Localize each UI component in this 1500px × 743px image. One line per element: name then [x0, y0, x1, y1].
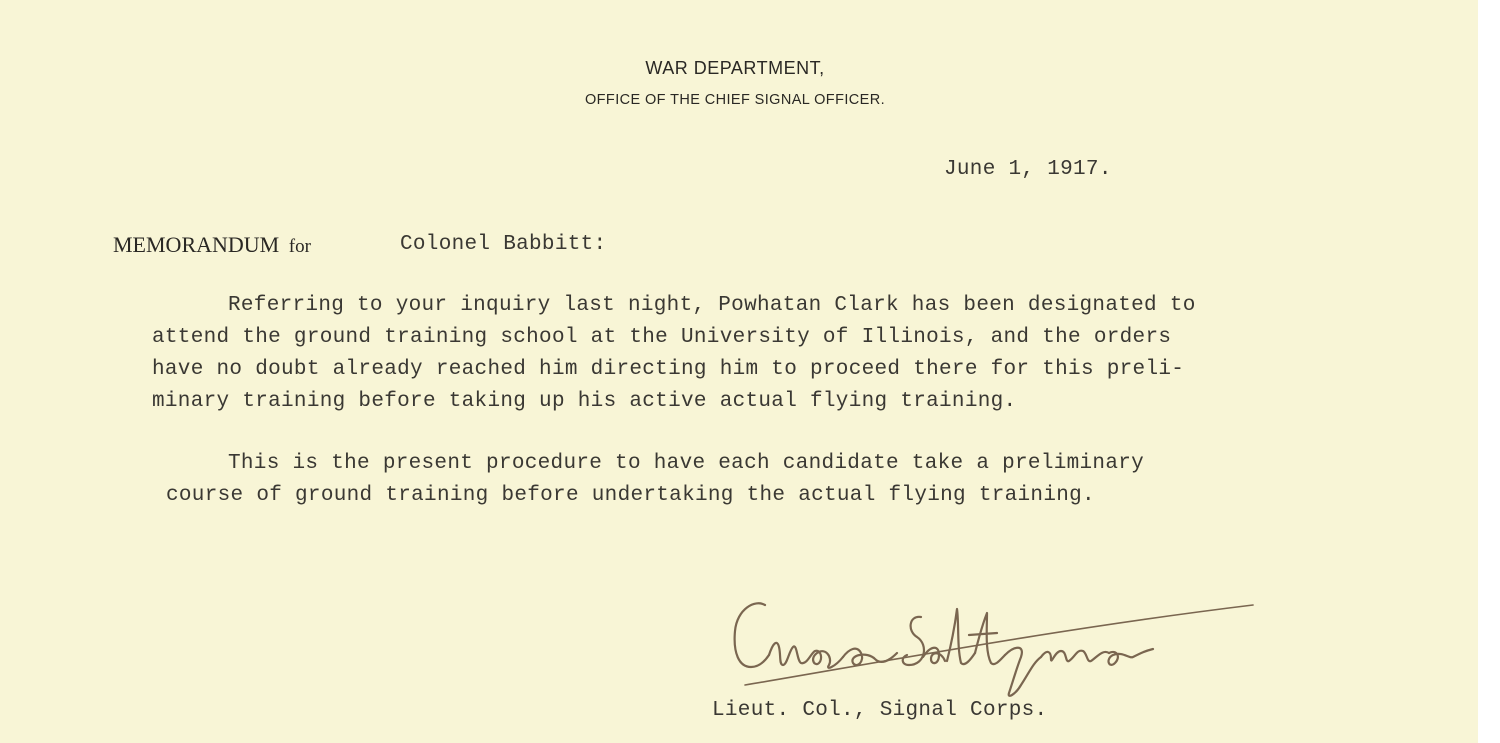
paragraph-2-line: This is the present procedure to have each candidate take a preliminary [228, 452, 1145, 475]
scan-margin [1478, 0, 1500, 743]
letterhead-department: WAR DEPARTMENT, [645, 58, 825, 78]
memo-date: June 1, 1917. [944, 158, 1112, 181]
paragraph-1-line: attend the ground training school at the University of Illinois, and the orders [152, 326, 1172, 349]
paragraph-1-line: Referring to your inquiry last night, Powhatan Clark has been designated to [228, 294, 1196, 317]
signature-title: Lieut. Col., Signal Corps. [712, 699, 1048, 722]
letterhead-office: OFFICE OF THE CHIEF SIGNAL OFFICER. [585, 92, 885, 108]
memo-heading [113, 232, 311, 258]
paragraph-2-line: course of ground training before undertaking the actual flying training. [166, 484, 1095, 507]
memo-label-for: for [288, 236, 311, 257]
paragraph-1-line: have no doubt already reached him directing him to proceed there for this preli- [152, 358, 1185, 381]
handwritten-signature [725, 595, 1265, 705]
memo-addressee: Colonel Babbitt: [400, 233, 607, 256]
memo-label: MEMORANDUM [113, 232, 280, 257]
paragraph-1-line: minary training before taking up his active actual flying training. [152, 390, 1017, 413]
